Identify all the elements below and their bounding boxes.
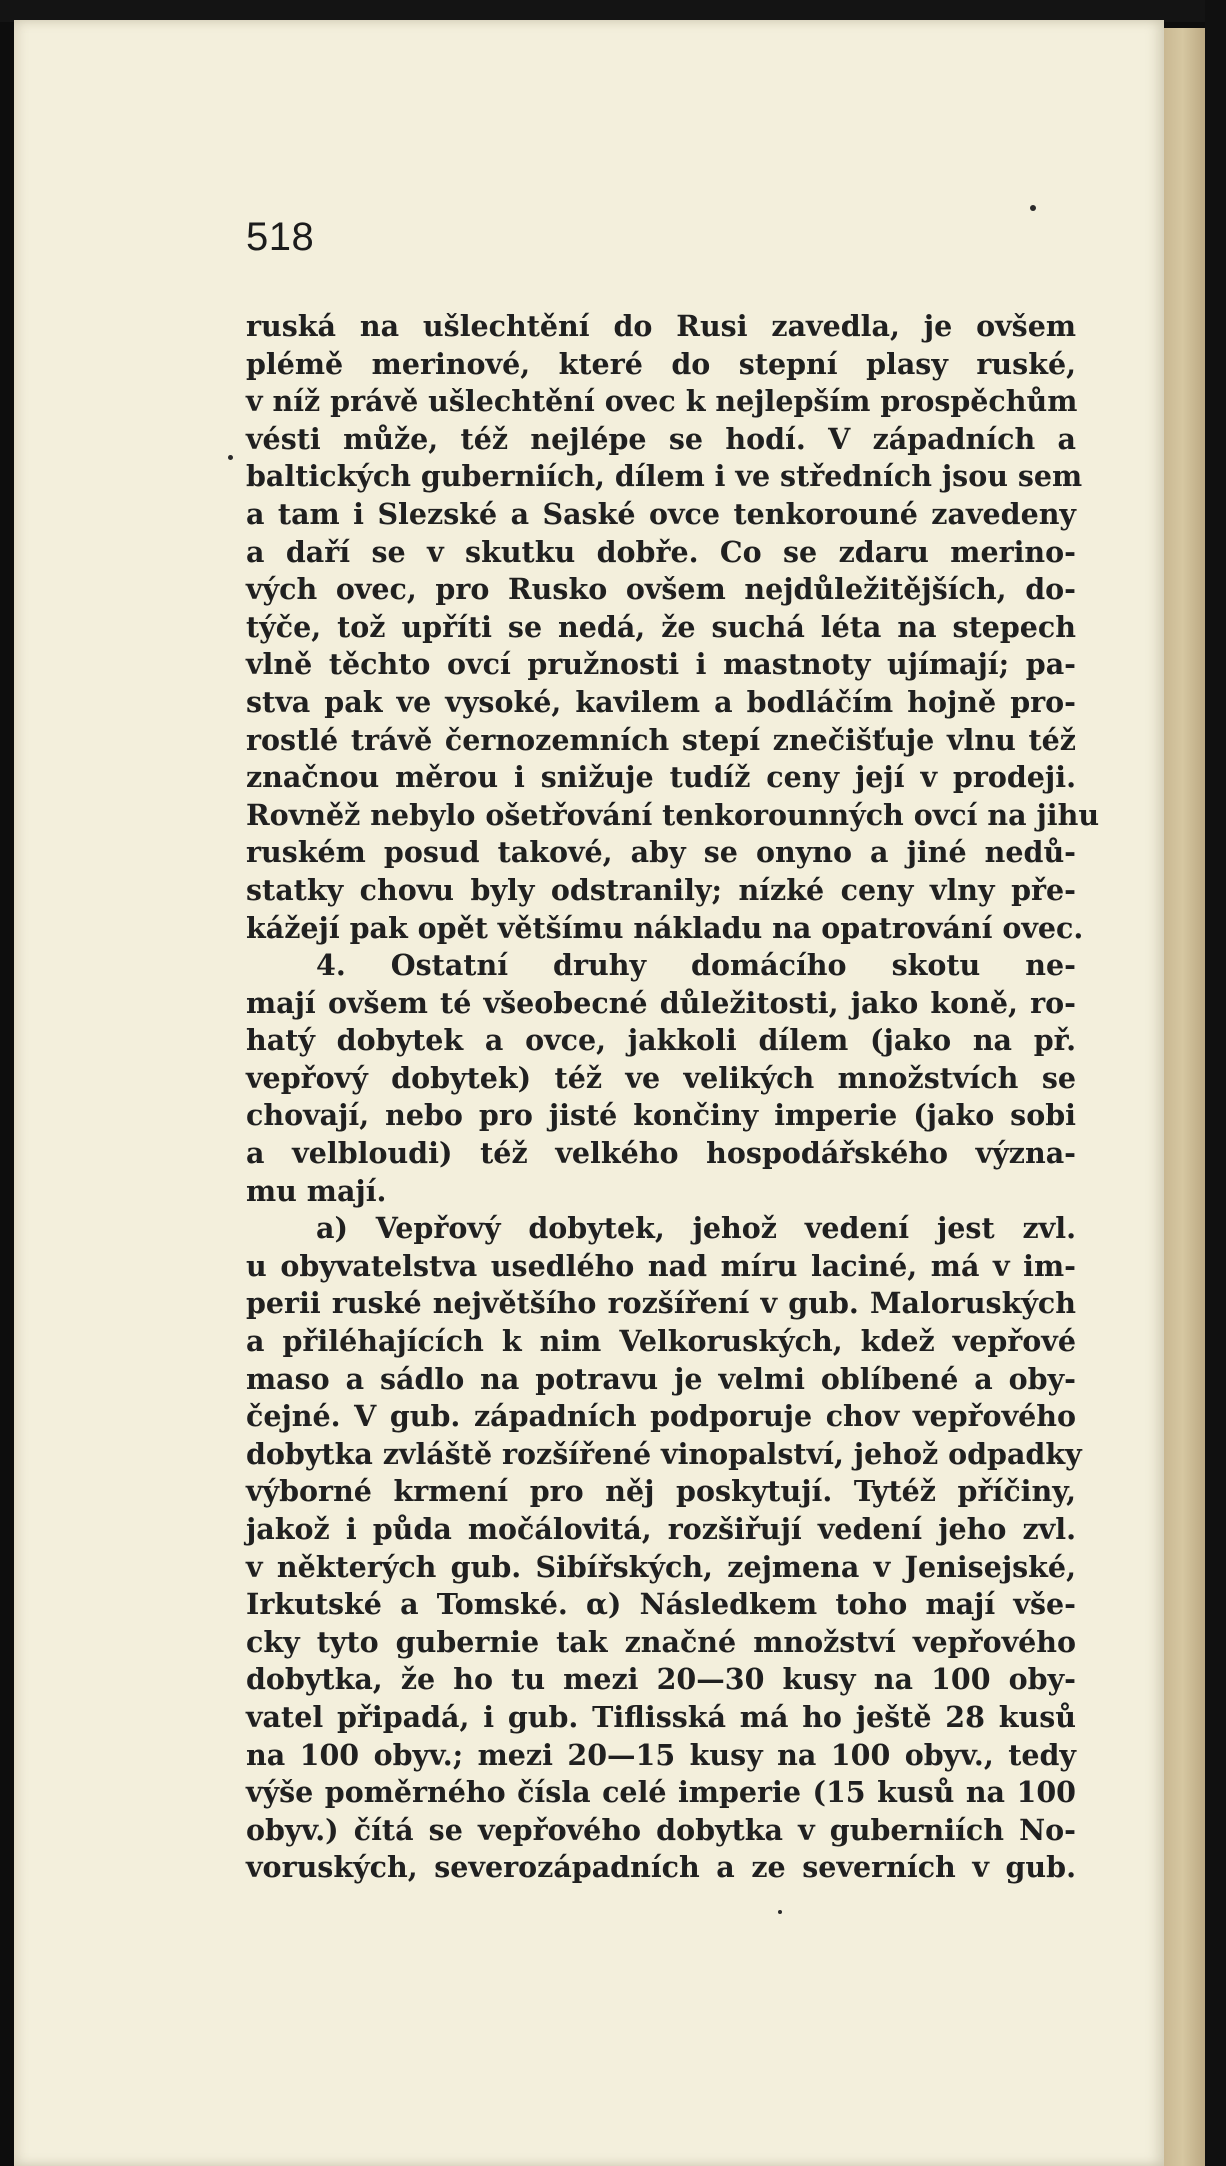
text-line: baltických guberniích, dílem i ve středních jsou sem: [246, 459, 1083, 494]
text-line: vésti může, též nejlépe se hodí. V západních a: [246, 421, 1076, 456]
text-line: na 100 obyv.; mezi 20—15 kusy na 100 obyv., tedy: [246, 1737, 1076, 1772]
text-line: chovají, nebo pro jisté končiny imperie (jako sobi: [246, 1098, 1076, 1133]
text-line: jakož i půda močálovitá, rozšiřují vedení jeho zvl.: [246, 1512, 1076, 1546]
text-line: značnou měrou i snižuje tudíž ceny její v prodeji.: [246, 760, 1076, 795]
text-line: ruská na ušlechtění do Rusi zavedla, je ovšem: [246, 309, 1076, 343]
text-line: maso a sádlo na potravu je velmi oblíbené a oby-: [246, 1361, 1076, 1396]
page-body-text: [246, 308, 1100, 1887]
text-line: cky tyto gubernie tak značné množství vepřového: [246, 1624, 1076, 1659]
text-line: Irkutské a Tomské. α) Následkem toho mají vše-: [246, 1587, 1076, 1622]
paper-speck: [778, 1910, 782, 1914]
text-line: vatel připadá, i gub. Tiflisská má ho ještě 28 kusů: [246, 1699, 1076, 1734]
section-heading-line: 4. Ostatní druhy domácího skotu ne-: [316, 948, 1076, 983]
text-line: a daří se v skutku dobře. Co se zdaru merino-: [246, 534, 1076, 569]
paper-speck: [228, 455, 233, 460]
subsection-heading-line: a) Vepřový dobytek, jehož vedení jest zvl.: [316, 1211, 1076, 1246]
text-line: dobytka, že ho tu mezi 20—30 kusy na 100 oby-: [246, 1662, 1076, 1697]
text-line: dobytka zvláště rozšířené vinopalství, jehož odpadky: [246, 1436, 1082, 1471]
text-line: ruském posud takové, aby se onyno a jiné nedů-: [246, 835, 1076, 870]
text-line: stva pak ve vysoké, kavilem a bodláčím hojně pro-: [246, 684, 1076, 719]
text-line: hatý dobytek a ovce, jakkoli dílem (jako na př.: [246, 1023, 1076, 1058]
text-line: mají ovšem té všeobecné důležitosti, jako koně, ro-: [246, 985, 1076, 1020]
text-line: a velbloudi) též velkého hospodářského význa-: [246, 1136, 1076, 1171]
page-number: 518: [246, 215, 315, 259]
paper-speck: [1030, 205, 1036, 211]
text-line: mu mají.: [246, 1173, 387, 1208]
scan-right-border: [1205, 0, 1226, 2166]
text-line: výborné krmení pro něj poskytují. Tytéž příčiny,: [246, 1474, 1076, 1509]
text-line: a přiléhajících k nim Velkoruských, kdež vepřové: [246, 1324, 1076, 1359]
text-line: plémě merinové, které do stepní plasy ruské,: [246, 346, 1076, 381]
text-line: čejné. V gub. západních podporuje chov vepřového: [246, 1399, 1076, 1434]
text-line: v některých gub. Sibířských, zejmena v Jenisejské,: [246, 1549, 1076, 1584]
text-line: voruských, severozápadních a ze severních v gub.: [246, 1850, 1076, 1885]
text-line: statky chovu byly odstranily; nízké ceny vlny pře-: [246, 872, 1076, 907]
text-line: vých ovec, pro Rusko ovšem nejdůležitějších, do-: [246, 572, 1076, 607]
text-line: vepřový dobytek) též ve velikých množstvích se: [246, 1060, 1076, 1095]
text-line: u obyvatelstva usedlého nad míru laciné, má v im-: [246, 1248, 1076, 1283]
text-line: výše poměrného čísla celé imperie (15 kusů na 100: [246, 1775, 1076, 1810]
text-line: perii ruské největšího rozšíření v gub. Maloruských: [246, 1286, 1076, 1321]
text-line: a tam i Slezské a Saské ovce tenkorouné zavedeny: [246, 496, 1076, 531]
text-line: Rovněž nebylo ošetřování tenkorounných ovcí na jihu: [246, 797, 1100, 832]
text-line: kážejí pak opět většímu nákladu na opatrování ovec.: [246, 910, 1084, 945]
text-line: obyv.) čítá se vepřového dobytka v guberniích No-: [246, 1812, 1076, 1847]
text-line: vlně těchto ovcí pružnosti i mastnoty ujímají; pa-: [246, 647, 1076, 682]
scan-top-shadow: [0, 0, 1226, 22]
text-line: týče, tož upříti se nedá, že suchá léta na stepech: [246, 609, 1076, 644]
text-line: rostlé trávě černozemních stepí znečišťuje vlnu též: [246, 722, 1076, 757]
text-line: v níž právě ušlechtění ovec k nejlepším prospěchům: [246, 384, 1078, 419]
